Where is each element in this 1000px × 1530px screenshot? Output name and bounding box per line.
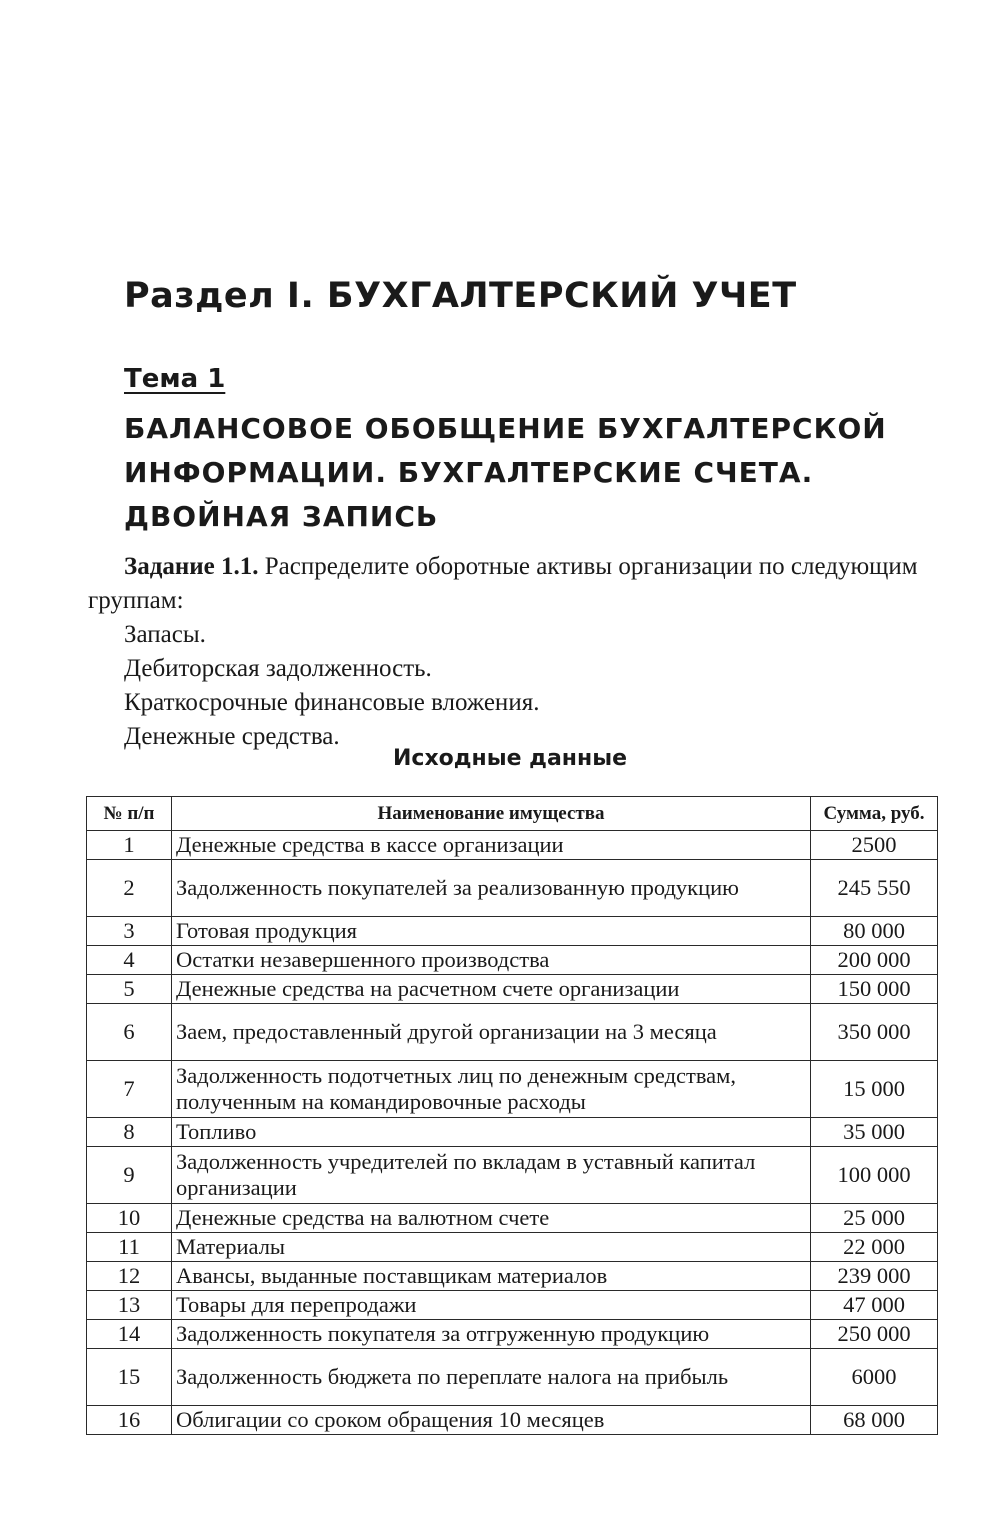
row-amount: 245 550 (811, 860, 938, 917)
row-number: 10 (87, 1204, 172, 1233)
table-row (87, 1262, 938, 1291)
table-header-row (87, 797, 938, 831)
row-amount: 15 000 (811, 1061, 938, 1118)
row-amount: 100 000 (811, 1147, 938, 1204)
row-amount: 47 000 (811, 1291, 938, 1320)
row-amount: 250 000 (811, 1320, 938, 1349)
table-row (87, 946, 938, 975)
row-name: Товары для перепродажи (172, 1291, 811, 1320)
table-row (87, 1004, 938, 1061)
row-name: Задолженность учредителей по вкладам в уставный капитал организации (172, 1147, 811, 1204)
row-amount: 150 000 (811, 975, 938, 1004)
task-group-item: Краткосрочные финансовые вложения. (124, 689, 540, 716)
row-number: 8 (87, 1118, 172, 1147)
header-num: № п/п (87, 797, 172, 831)
table-caption: Исходные данные (392, 746, 628, 771)
row-number: 13 (87, 1291, 172, 1320)
row-number: 4 (87, 946, 172, 975)
table-row (87, 860, 938, 917)
row-number: 2 (87, 860, 172, 917)
task-number: Задание 1.1. (124, 553, 259, 580)
row-amount: 6000 (811, 1349, 938, 1406)
topic-title-line: БАЛАНСОВОЕ ОБОБЩЕНИЕ БУХГАЛТЕРСКОЙ (124, 412, 887, 445)
task-group-item: Запасы. (124, 621, 206, 648)
table-row (87, 1291, 938, 1320)
assets-table (86, 796, 938, 1435)
row-name: Заем, предоставленный другой организации на 3 месяца (172, 1004, 811, 1061)
table-row (87, 1147, 938, 1204)
section-title: Раздел I. БУХГАЛТЕРСКИЙ УЧЕТ (124, 276, 797, 316)
topic-label: Тема 1 (124, 364, 226, 394)
row-number: 1 (87, 831, 172, 860)
row-name: Задолженность покупателя за отгруженную продукцию (172, 1320, 811, 1349)
table-row (87, 1233, 938, 1262)
task-block (88, 550, 940, 754)
task-intro (88, 550, 940, 618)
table-row (87, 1320, 938, 1349)
row-number: 16 (87, 1406, 172, 1435)
row-amount: 239 000 (811, 1262, 938, 1291)
table-row (87, 1118, 938, 1147)
row-amount: 68 000 (811, 1406, 938, 1435)
row-name: Материалы (172, 1233, 811, 1262)
table-row (87, 1061, 938, 1118)
task-text: Распределите оборотные активы организации по следующим группам: (88, 553, 918, 614)
row-name: Авансы, выданные поставщикам материалов (172, 1262, 811, 1291)
row-name: Готовая продукция (172, 917, 811, 946)
row-name: Облигации со сроком обращения 10 месяцев (172, 1406, 811, 1435)
row-name: Денежные средства на валютном счете (172, 1204, 811, 1233)
topic-title-line: ДВОЙНАЯ ЗАПИСЬ (124, 500, 439, 533)
topic-title (124, 407, 887, 539)
task-group-item: Денежные средства. (124, 723, 340, 750)
row-number: 3 (87, 917, 172, 946)
table-row (87, 1406, 938, 1435)
table-row (87, 917, 938, 946)
table-row (87, 1204, 938, 1233)
row-number: 12 (87, 1262, 172, 1291)
row-name: Топливо (172, 1118, 811, 1147)
topic-title-line: ИНФОРМАЦИИ. БУХГАЛТЕРСКИЕ СЧЕТА. (124, 456, 814, 489)
row-number: 6 (87, 1004, 172, 1061)
header-name: Наименование имущества (172, 797, 811, 831)
row-amount: 80 000 (811, 917, 938, 946)
row-number: 11 (87, 1233, 172, 1262)
row-number: 5 (87, 975, 172, 1004)
row-name: Задолженность подотчетных лиц по денежным средствам, полученным на командировочные расходы (172, 1061, 811, 1118)
row-name: Остатки незавершенного производства (172, 946, 811, 975)
table-container (86, 796, 938, 1435)
row-number: 7 (87, 1061, 172, 1118)
row-number: 14 (87, 1320, 172, 1349)
row-number: 15 (87, 1349, 172, 1406)
row-number: 9 (87, 1147, 172, 1204)
task-group-item: Дебиторская задолженность. (124, 655, 432, 682)
header-amount: Сумма, руб. (811, 797, 938, 831)
row-amount: 350 000 (811, 1004, 938, 1061)
row-name: Денежные средства на расчетном счете организации (172, 975, 811, 1004)
row-name: Задолженность бюджета по переплате налога на прибыль (172, 1349, 811, 1406)
row-amount: 35 000 (811, 1118, 938, 1147)
row-name: Денежные средства в кассе организации (172, 831, 811, 860)
table-row (87, 975, 938, 1004)
table-body (87, 831, 938, 1435)
row-amount: 22 000 (811, 1233, 938, 1262)
table-row (87, 1349, 938, 1406)
row-name: Задолженность покупателей за реализованную продукцию (172, 860, 811, 917)
row-amount: 25 000 (811, 1204, 938, 1233)
table-row (87, 831, 938, 860)
row-amount: 200 000 (811, 946, 938, 975)
row-amount: 2500 (811, 831, 938, 860)
